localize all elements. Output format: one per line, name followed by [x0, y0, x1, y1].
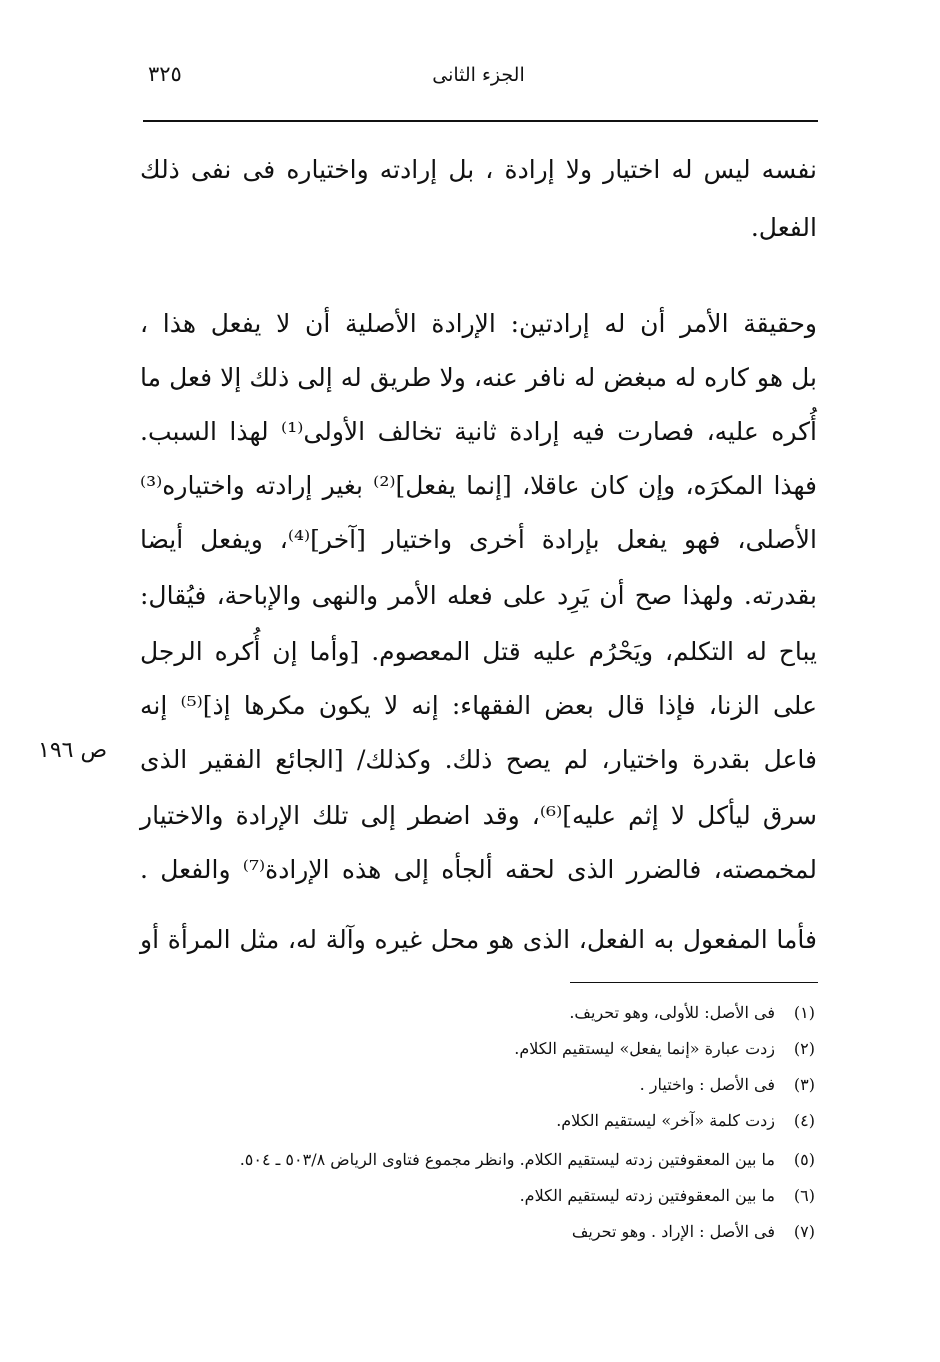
body-line: سرق ليأكل لا إثم عليه]⁽⁶⁾، وقد اضطر إلى تلك الإرادة والاختيار — [140, 801, 817, 830]
footnote-text: زدت كلمة «آخر» ليستقيم الكلام. — [556, 1111, 775, 1130]
body-line: الفعل. — [750, 213, 817, 242]
body-line: فهذا المكرَه، وإن كان عاقلا، [إنما يفعل]⁽²⁾ بغير إرادته واختياره⁽³⁾ — [140, 471, 817, 500]
margin-page-reference: ص ١٩٦ — [38, 738, 108, 763]
body-line: الأصلى، فهو يفعل بإرادة أخرى واختيار [آخر]⁽⁴⁾، ويفعل أيضا — [140, 525, 817, 554]
body-line: بقدرته. ولهذا صح أن يَرِد على فعله الأمر والنهى والإباحة، فيُقال: — [140, 581, 817, 610]
footnote-number: (٢) — [793, 1039, 815, 1058]
body-line: لمخمصته، فالضرر الذى لحقه ألجأه إلى هذه الإرادة⁽⁷⁾ والفعل . — [140, 855, 817, 884]
body-line: فاعل بقدرة واختيار، لم يصح ذلك. وكذلك/ [الجائع الفقير الذى — [140, 745, 817, 774]
footnote — [140, 1147, 815, 1173]
footnote-rule — [570, 982, 818, 983]
footnote-text: زدت عبارة «إنما يفعل» ليستقيم الكلام. — [514, 1039, 775, 1058]
body-line: يباح له التكلم، ويَحْرُم عليه قتل المعصوم. [وأما إن أُكره الرجل — [140, 637, 817, 666]
header-rule — [143, 120, 818, 122]
footnote-number: (٣) — [793, 1075, 815, 1094]
page-header — [140, 58, 817, 92]
body-line: فأما المفعول به الفعل، الذى هو محل غيره وآلة له، مثل المرأة أو — [140, 925, 817, 954]
footnote-text: فى الأصل : واختيار . — [639, 1075, 775, 1094]
footnote-text: فى الأصل: للأولى، وهو تحريف. — [569, 1003, 775, 1022]
footnote — [140, 1000, 815, 1026]
footnote-number: (٧) — [793, 1222, 815, 1241]
footnote-number: (٥) — [793, 1150, 815, 1169]
body-line: بل هو كاره له مبغض له نافر عنه، ولا طريق له إلى ذلك إلا فعل ما — [140, 363, 817, 392]
footnote-text: ما بين المعقوفتين زدته ليستقيم الكلام. — [519, 1186, 775, 1205]
footnote — [140, 1072, 815, 1098]
footnote — [140, 1219, 815, 1245]
running-title: الجزء الثانى — [432, 64, 525, 86]
body-line: نفسه ليس له اختيار ولا إرادة ، بل إرادته واختياره فى نفى ذلك — [140, 155, 817, 184]
footnote-text: ما بين المعقوفتين زدته ليستقيم الكلام. وانظر مجموع فتاوى الرياض ٥٠٣/٨ ـ ٥٠٤. — [239, 1150, 775, 1169]
footnote — [140, 1036, 815, 1062]
body-line: على الزنا، فإذا قال بعض الفقهاء: إنه لا يكون مكرها إذ]⁽⁵⁾ إنه — [140, 691, 817, 720]
footnote-number: (٦) — [793, 1186, 815, 1205]
footnote-number: (١) — [793, 1003, 815, 1022]
footnote — [140, 1183, 815, 1209]
footnote-text: فى الأصل : الإراد . وهو تحريف — [571, 1222, 775, 1241]
body-line: وحقيقة الأمر أن له إرادتين: الإرادة الأصلية أن لا يفعل هذا ، — [140, 309, 817, 338]
body-line: أُكره عليه، فصارت فيه إرادة ثانية تخالف الأولى⁽¹⁾ لهذا السبب. — [140, 417, 817, 446]
footnote-number: (٤) — [793, 1111, 815, 1130]
footnote — [140, 1108, 815, 1134]
page-number: ٣٢٥ — [148, 62, 182, 86]
